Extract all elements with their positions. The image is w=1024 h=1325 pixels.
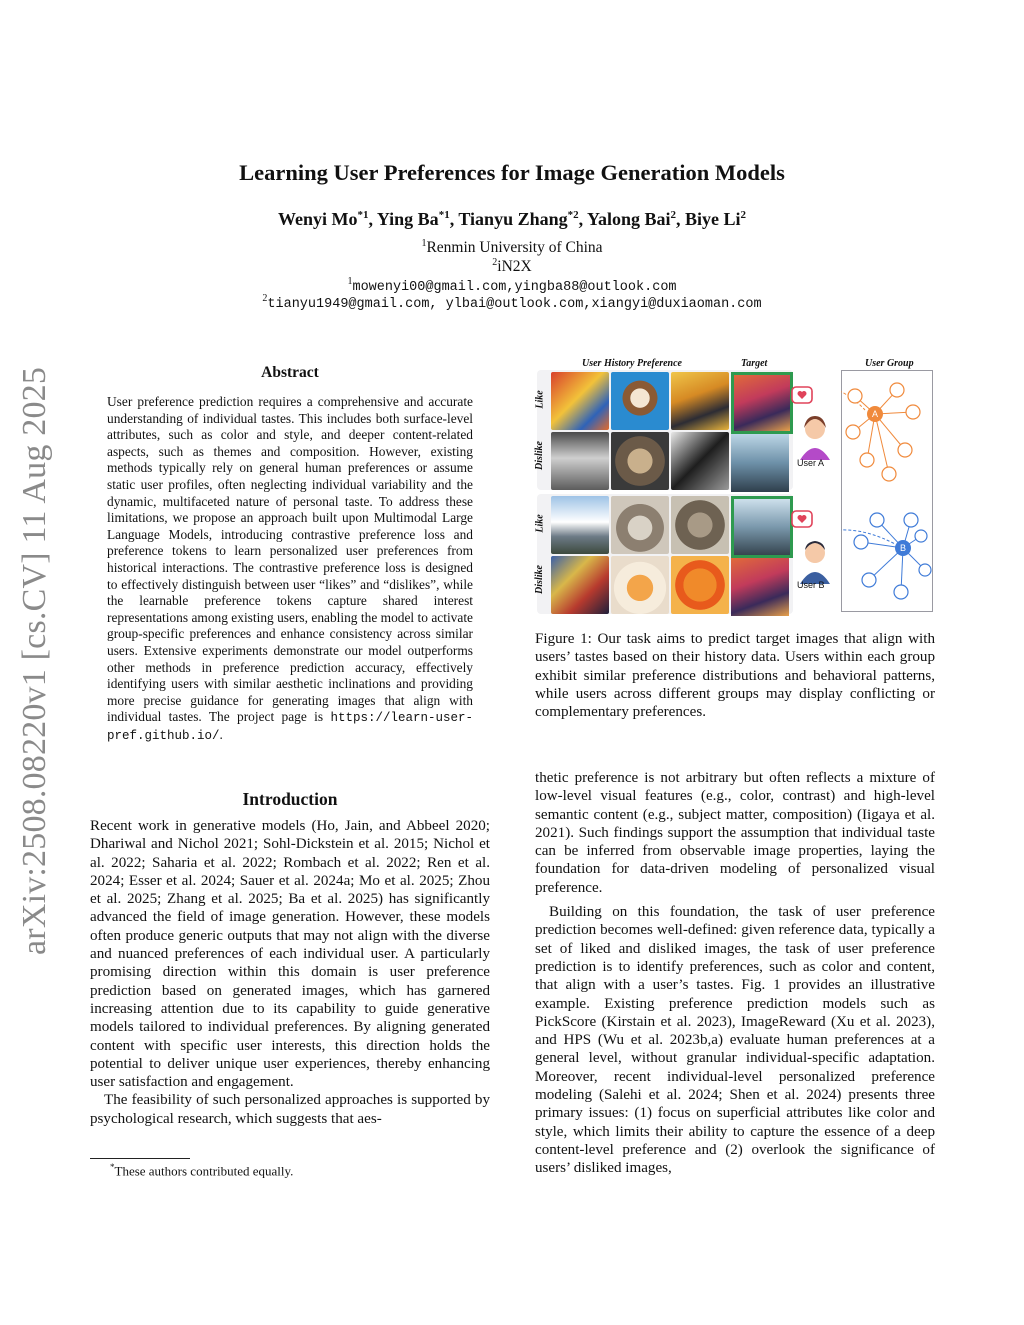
row-label-like: Like xyxy=(534,390,546,409)
affiliation-sup: 2 xyxy=(492,257,498,268)
target-image-selected xyxy=(731,372,793,434)
paper-title: Learning User Preferences for Image Generation Models xyxy=(239,160,785,185)
arxiv-identifier: arXiv:2508.08220v1 [cs.CV] 11 Aug 2025 xyxy=(16,366,53,955)
footnote-text: These authors contributed equally. xyxy=(114,1163,294,1179)
user-b-label: User B xyxy=(797,580,825,590)
history-image-like xyxy=(611,372,669,430)
email-sup: 1 xyxy=(347,276,353,287)
author-sup: *2 xyxy=(567,209,579,221)
history-image-dislike xyxy=(551,432,609,490)
figure-header-target: Target xyxy=(741,358,768,369)
author-sup: 2 xyxy=(670,209,676,221)
author-sup: 2 xyxy=(740,209,746,221)
target-image xyxy=(731,434,789,492)
user-b-avatar-icon xyxy=(790,508,840,588)
affiliation-1 xyxy=(0,238,1024,257)
user-a-label: User A xyxy=(797,458,825,468)
history-image-dislike xyxy=(671,432,729,490)
affiliation-2 xyxy=(0,257,1024,276)
abstract-end: . xyxy=(219,726,223,742)
affiliation-text: iN2X xyxy=(497,258,532,276)
history-image-dislike xyxy=(551,556,609,614)
author-name: Tianyu Zhang xyxy=(458,209,568,229)
abstract-body xyxy=(107,394,473,744)
introduction-right-column xyxy=(535,769,935,1178)
email-line-2 xyxy=(0,293,1024,312)
figure-1 xyxy=(535,358,935,618)
introduction-left-column xyxy=(90,817,490,1128)
project-url-link[interactable]: https://learn-user-pref.github.io/ xyxy=(107,711,473,743)
figure-header-group: User Group xyxy=(865,358,914,369)
introduction-heading: Introduction xyxy=(242,789,338,809)
author-name: Ying Ba xyxy=(376,209,439,229)
figure-header-history: User History Preference xyxy=(582,358,682,369)
row-label-dislike: Dislike xyxy=(533,565,545,594)
affiliation-text: Renmin University of China xyxy=(426,239,603,257)
email-text: tianyu1949@gmail.com, ylbai@outlook.com,xiangyi@duxiaoman.com xyxy=(267,297,762,313)
footnote-mark: * xyxy=(110,1162,115,1172)
history-image-like xyxy=(551,496,609,554)
author-name: Biye Li xyxy=(684,209,741,229)
user-group-graph xyxy=(841,370,933,612)
history-image-dislike xyxy=(671,556,729,614)
user-a-avatar-icon xyxy=(790,384,840,464)
email-sup: 2 xyxy=(262,293,268,304)
history-image-like xyxy=(611,496,669,554)
row-label-like: Like xyxy=(534,514,546,533)
email-text: mowenyi00@gmail.com,yingba88@outlook.com xyxy=(352,280,677,296)
intro-paragraph-2: The feasibility of such personalized approaches is supported by psychological research, which suggests that aes- xyxy=(90,1092,490,1127)
footnote xyxy=(110,1162,490,1179)
target-image-selected xyxy=(731,496,793,558)
footnote-rule xyxy=(90,1158,190,1159)
history-image-like xyxy=(671,372,729,430)
target-image xyxy=(731,558,789,616)
history-image-dislike xyxy=(611,432,669,490)
group-node-a: A xyxy=(867,406,883,422)
history-image-dislike xyxy=(611,556,669,614)
intro-paragraph-3: thetic preference is not arbitrary but often reflects a mixture of low-level visual features (e.g., color, contrast) and high-level semantic content (e.g., subject matter, composition) (Iigaya et al. 2021). Such findings support the assumption that individual taste can be inferred from observable image properties, laying the foundation for data-driven modeling of personalized visual preference. xyxy=(535,770,935,896)
author-name: Wenyi Mo xyxy=(277,209,358,229)
abstract-text: User preference prediction requires a comprehensive and accurate understanding of individual tastes. This includes both surface-level attributes, such as color and style, and deeper content-related aspects, such as themes and composition. However, existing methods typically rely on general human preferences or assume static user profiles, often neglecting individual variability and the dynamic, multifaceted nature of personal taste. To address these limitations, we propose an approach built upon Multimodal Large Language Models, introducing contrastive preference loss and preference tokens to learn personalized user preferences from historical interactions. The contrastive preference loss is designed to effectively distinguish between user “likes” and “dislikes”, while the learnable preference tokens capture shared interest representations among existing users, enabling the model to activate group-specific preferences and enhance consistency across similar users. Extensive experiments demonstrate our model outperforms other methods in preference prediction accuracy, effectively identifying users with similar aesthetic inclinations and providing more precise guidance for generating images that align with individual tastes. The project page is xyxy=(107,394,473,725)
row-label-dislike: Dislike xyxy=(533,441,545,470)
author-list: Wenyi Mo$^{*1}$, Ying Ba$^{*1}$, Tianyu Zhang$^{*2}$, Yalong Bai$^2$, Biye Li$^2$ xyxy=(277,209,746,229)
author-sup: *1 xyxy=(357,209,369,221)
author-sup: *1 xyxy=(438,209,450,221)
intro-paragraph-1: Recent work in generative models (Ho, Jain, and Abbeel 2020; Dhariwal and Nichol 2021; Sohl-Dickstein et al. 2015; Nichol et al. 2022; Saharia et al. 2022; Rombach et al. 2022; Ren et al. 2024; Esser et al. 2024; Sauer et al. 2024a; Mo et al. 2025; Zhou et al. 2025; Zhang et al. 2025; Ba et al. 2025) has significantly advanced the field of image generation. However, these models often produce generic outputs that may not align with the diverse and nuanced preferences of each individual user. A particularly promising direction within this domain is user preference prediction based on generated images, which has garnered increasing attention due to its capability to guide generative models tailored to individual preferences. By aligning generated content with specific user interests, this direction holds the potential to deliver unique user experiences, thereby enhancing user satisfaction and engagement. xyxy=(90,818,490,1091)
history-image-like xyxy=(551,372,609,430)
abstract-heading: Abstract xyxy=(261,364,319,381)
history-image-like xyxy=(671,496,729,554)
author-name: Yalong Bai xyxy=(586,209,671,229)
group-node-b: B xyxy=(895,540,911,556)
affiliation-sup: 1 xyxy=(421,238,427,249)
figure-caption: Figure 1: Our task aims to predict target images that align with users’ tastes based on their history data. Users within each group exhibit similar preference distributions and behavioral patterns, while users across different groups may display conflicting or complementary preferences. xyxy=(535,631,935,721)
intro-paragraph-4: Building on this foundation, the task of user preference prediction becomes well-defined: given reference data, typically a set of liked and disliked images, the task of user preference prediction is to identify preferences, such as color and content, that align with a user’s tastes. Fig. 1 provides an illustrative example. Existing preference prediction models such as PickScore (Kirstain et al. 2023), ImageReward (Xu et al. 2023), and HPS (Wu et al. 2023b,a) evaluate human preferences at a general level, without granular individual-specific adaptation. Moreover, recent individual-level personalized preference modeling (Salehi et al. 2024; Shen et al. 2024) presents three primary issues: (1) focus on superficial attributes like color and style, which limits their ability to capture the essence of a deep content-level preference and (2) overlook the significance of users’ disliked images, xyxy=(535,904,935,1177)
